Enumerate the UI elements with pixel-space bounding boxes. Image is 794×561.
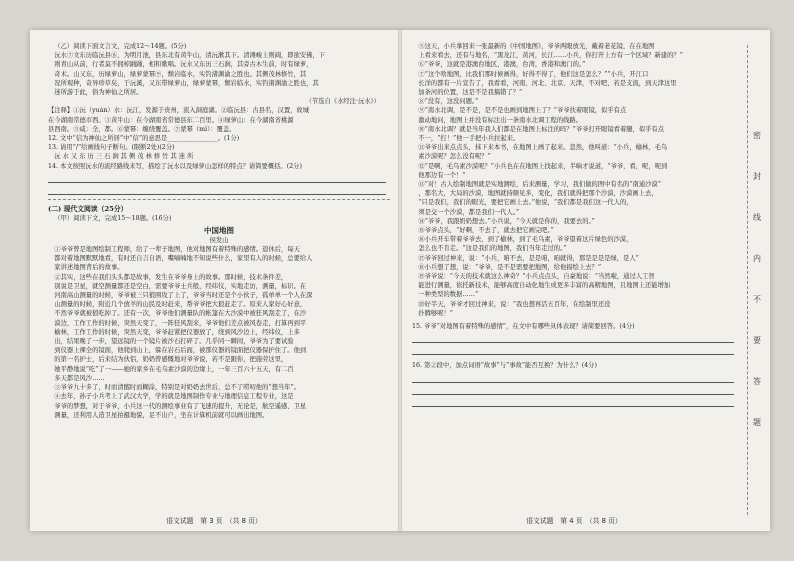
essay-body-cont — [48, 383, 390, 420]
essay-line: 山测量的时候，附近几个放羊的山民及时赶来，帮爷爷把大狼赶走了。原来人家好心好意， — [54, 301, 307, 309]
essay-line: 她平静地说“吃”了一——她的家乡在毛乌素沙漠的边缘上，一年三百六十五天，有二百 — [54, 365, 294, 373]
classical-passage — [48, 42, 390, 97]
answer-line[interactable] — [412, 373, 734, 383]
essay-line: 怎么也不肯走。“这是我们的地图，我们当年走过的。” — [418, 245, 567, 253]
essay-line: 出，结果晚了一步，望远镜的一个镜片被沙石打碎了。几乎同一瞬间，爷爷为了要试验 — [54, 338, 294, 346]
essay-line: 河南高山测量的时候，爷爷被三只狼围攻了上了，爷爷当时还是个小伙子，孤单单一个人在深 — [54, 292, 313, 300]
essay-line: ⑨“南水北调，是不是，是不是也画到地图上了？”爷爷扶着眼镜，似乎有点 — [418, 107, 627, 115]
essay-line: 素沙漠呢？怎么没有呢？” — [418, 153, 491, 161]
binding-notice — [748, 130, 766, 428]
essay-line: 测量，还利用人造卫星拍摄地貌，足不出户，坐在计算机前就可以画出地图。 — [54, 411, 269, 419]
essay-line: 别说是卫星，就空测量都还是空白，需要爷爷士兵般，经纬仪，实地走访，测量，标识。在 — [54, 282, 307, 290]
binding-char: 线 — [753, 213, 761, 222]
essay-line: ⑫“是啊，毛乌素沙漠呢？”小兵也在在地图上找起来，半晌才说道，“爷爷，看，呢，呢到 — [418, 162, 668, 170]
essay-line: ⑭“爷爷，我跟奶奶想去。”小兵说，“今天就是你的，我要去的。” — [418, 217, 595, 225]
page-footer: 语文试题 第 4 页 （共 8 页） — [526, 517, 622, 525]
essay-line: ⑯小兵开车带着爷爷去，到了榆林，到了毛乌素，爷爷望着这片绿色的沙漠， — [418, 236, 633, 244]
essay-title: 中国地图 — [204, 226, 234, 236]
binding-char: 密 — [753, 131, 761, 140]
essay-line: ②其实，这些在我们头头都是故事，发生在爷爷身上的故事。那时候，技术条件差， — [54, 273, 288, 281]
notes — [48, 106, 390, 134]
essay-line: ⑪爷爷出来点点头，抹下来本书，在地图上画了起来。忽然，他叫道：“小兵，榆林，毛乌 — [418, 144, 668, 152]
answer-line[interactable] — [412, 385, 734, 395]
passage-line: 况所观种，奇异珍草矣，于沅溪，又东带绿萝山，绿萝蒙幂，颓岩临水，实钓渚渊渝之胜也，其 — [54, 79, 319, 87]
answer-line[interactable] — [412, 345, 734, 355]
essay-line: 须是交一个沙漠，都是我们一代人。” — [418, 208, 520, 216]
essay-line: 一种类型的数据……” — [418, 291, 479, 299]
essay-line: 他那边有一个！” — [418, 171, 466, 179]
answer-line[interactable] — [412, 333, 734, 343]
page-4 — [402, 30, 770, 531]
essay-line: ⑥“爷爷，这就是港澳台地区，港澳，台湾，香港和澳门的。” — [418, 61, 586, 69]
essay-line: ③爷爷九十多了，时而清醒时而糊涂，特别是对奶奶去世后，总不了唠叨他的“想当年”。 — [54, 384, 301, 392]
note-line: 县西南。⑤咸：全，都。⑥蒙幂：缠绕覆盖。⑦蒙幂（mì）：覆盖。 — [48, 125, 236, 133]
passage-line: 沅水⑦文东历临沅县⑧，为明月池，县东北有黄牛山，清沅漱其下。清滩峻上则阔，即欲安佛，下 — [54, 52, 326, 60]
page-3-content — [48, 42, 390, 420]
subsection-title: （甲）阅读下文，完成15～18题。(16分) — [54, 214, 172, 222]
page-3 — [30, 30, 398, 531]
exam-sheet — [30, 30, 770, 531]
essay-line: 的第一名护士，后来结为伙侣，奶奶曾感慨地对爷爷说，若不是跟你，把施劳这里， — [54, 356, 288, 364]
essay-line: 都对着地图默默地看，有时还自言自语，嘴喃喃地不知说些什么，家里有人的时候，总要给人 — [54, 255, 313, 263]
essay-line: 不然爷爷就被狼吃掉了。还有一次，爷爷他们测量队的帐篷在大沙漠中被狂风刮走了，在沙 — [54, 310, 307, 318]
essay-line: ④去年，孙子小兵考上了武汉大学，学的就是地图制作专业与地理信息工程专业，这是 — [54, 393, 294, 401]
note-line: 在今湖南常德市西。③黄牛山：在今湖南省常德县东二百里。④绿萝山：在今湖南省桃源 — [48, 116, 294, 124]
answer-line[interactable] — [48, 185, 386, 195]
section-divider — [48, 199, 390, 200]
question-13: 13. 请用“/”给画线句子断句。(限断2处)(2分) — [48, 144, 175, 152]
essay-line: 激动地问，地图上并没有标注出一条南水北调工程的线路。 — [418, 116, 583, 124]
essay-line: 长洋的都有一片宣告了，我看看，河南、河北、北京、天津，不对吧，若是支流，到天津这里 — [418, 79, 677, 87]
question-12: 12. 文中“信为神仙之所居”中“信”的意思是________________。(1分) — [48, 135, 240, 143]
question-13-sentence: 沅 水 又 东 历 三 石 涧 其 侧 茂 林 修 竹 其 迷 所 — [54, 153, 194, 161]
essay-line: ⑮爷爷点头，“好啊，不去了，就去把它画完吧。” — [418, 227, 554, 235]
essay-body — [48, 245, 390, 383]
binding-char: 要 — [753, 336, 761, 345]
essay-line: 家讲述地图背后的故事。 — [54, 264, 124, 272]
essay-line: 不一，“打！”他一手把小兵拉起来。 — [418, 135, 520, 143]
essay-line: 到仪器上裸全的镜面，他爬到山上，躲在岩石后面，被那仪器的镜面把仪器保护住了。他到 — [54, 347, 307, 355]
passage-line: 迷所游于此，俗为神仙之所居。 — [54, 89, 143, 97]
note-line: 【注释】①沅（yuán）水：沅江，发源于贵州，流入洞庭湖。②临沅县：古县名，汉置，故城 — [48, 107, 310, 115]
question-14: 14. 本文按照沅水的流经路线来写，描绘了沅水以及绿萝山怎样的特点？请简要概括。(2分) — [48, 162, 302, 170]
essay-line: ，那名大，大局的沙漠，地图就持颇见多，变化，我们就得把那个沙漠，沙漠画上去， — [418, 190, 658, 198]
essay-line: 爷爷的梦想，对于爷爷，小兵这一代的测绘事业有了飞速的提升，无论是，航空遥感、卫星 — [54, 402, 307, 410]
page-footer: 语文试题 第 3 页 （共 8 页） — [166, 517, 262, 525]
answer-line[interactable] — [48, 173, 386, 183]
essay-line: ⑧“没有，这没问题。” — [418, 98, 479, 106]
essay-line: ⑬“对！古人绘制地图就是实地测绘，后来测量，学习，我们做的图中有名的“南通沙漠” — [418, 181, 661, 189]
binding-char: 不 — [753, 295, 761, 304]
essay-body-right — [412, 42, 738, 318]
passage-line: 则青山从前，行者莫不拥棹踊踊，相和歌唱。沅水又东历三石涧，其旁古木生前，时有绿萝， — [54, 61, 313, 69]
essay-line: 扑腾够呢！” — [418, 309, 454, 317]
essay-line: ①爷爷曾是地图绘制工程师，给了一辈子地图，他对地图有着特殊的感情。退休后，每天 — [54, 246, 300, 254]
binding-char: 答 — [753, 377, 761, 386]
question-15: 15. 爷爷“对地图有着特殊的感情”，在文中有哪些具体表现？请简要回答。(4分) — [412, 323, 635, 331]
essay-line: 多天都是风沙…… — [54, 374, 105, 382]
essay-line: 上看来看去，还有与地名，“黑龙江，黄河，长江……小兵，你打开上方有一个区域？新建的？” — [418, 52, 683, 60]
essay-line: ⑰爷爷回过神来，说：“小兵，咱不去，是是咱，咱就得，那是是是是绿，是人” — [418, 254, 639, 262]
section-title: (二) 现代文阅读（25分） — [48, 204, 128, 213]
passage-source: （节选自《水经注·沅水》） — [305, 98, 380, 106]
essay-line: 加条河的位置，这是不是我搞错了？” — [418, 89, 523, 97]
essay-line: “只是我们，我们的眼光，要把它画上去。”他说，“我们都是我们这一代人的， — [418, 199, 633, 207]
essay-line: 榆林，工作工作的时候，突然天变，爷爷赶紧把仪器放了，绕到风沙边上，经纬仪，上多 — [54, 328, 300, 336]
question-16: 16. 第②段中，加点词语“故事”与“事故”能否互换？为什么？(4分) — [412, 362, 597, 370]
essay-line: ⑱小兵想了想，说：“爷爷，是不是需要把地图，给他描绘上去？” — [418, 263, 602, 271]
essay-author: 侯发山 — [209, 237, 229, 245]
essay-line: ⑳好半天，爷爷才回过神来，说：“我也想再活五百年，在绘制里还没 — [418, 300, 611, 308]
essay-line: 漠边，工作工作的时候，突然天变了，一阵狂风刮来，爷爷他们差点被风卷走，打算再到平 — [54, 319, 307, 327]
binding-char: 封 — [753, 172, 761, 181]
essay-line: ⑩“南水北调？就是当年我人们都是在地图上标注的吗？”爷爷打开眼镜看着腿，似乎有点 — [418, 125, 665, 133]
answer-line[interactable] — [412, 397, 734, 407]
page-4-content — [412, 42, 738, 409]
essay-line: 能进行测量，依托新技术，能够高度自动化地生成更多丰富的高精地图，且地图上还能增加 — [418, 282, 671, 290]
binding-char: 内 — [753, 254, 761, 263]
essay-line: ⑦“这个啥地图，比我们那时候画得，好得不得了，他们这是怎么？”“小兵，开江口 — [418, 70, 649, 78]
passage-line: （乙）阅读下面文言文，完成12～14题。(5分) — [54, 43, 187, 50]
essay-line: ⑤这天，小兵拿回来一张最新的《中国地图》，爷爷两眼放光，戴着老花镜，在在地图 — [418, 43, 655, 50]
passage-line: 奇术。山又东，历绿萝山，绿萝蒙幂⑨，颓岩临水，实钓渚渊渝之胜也。其侧茂林修竹，其 — [54, 70, 307, 78]
binding-char: 题 — [753, 418, 761, 427]
essay-line: ⑲爷爷说：“今天的技术就这么神奇？”小兵点点头，自豪地说：“当然啦，通过人工智 — [418, 273, 655, 281]
